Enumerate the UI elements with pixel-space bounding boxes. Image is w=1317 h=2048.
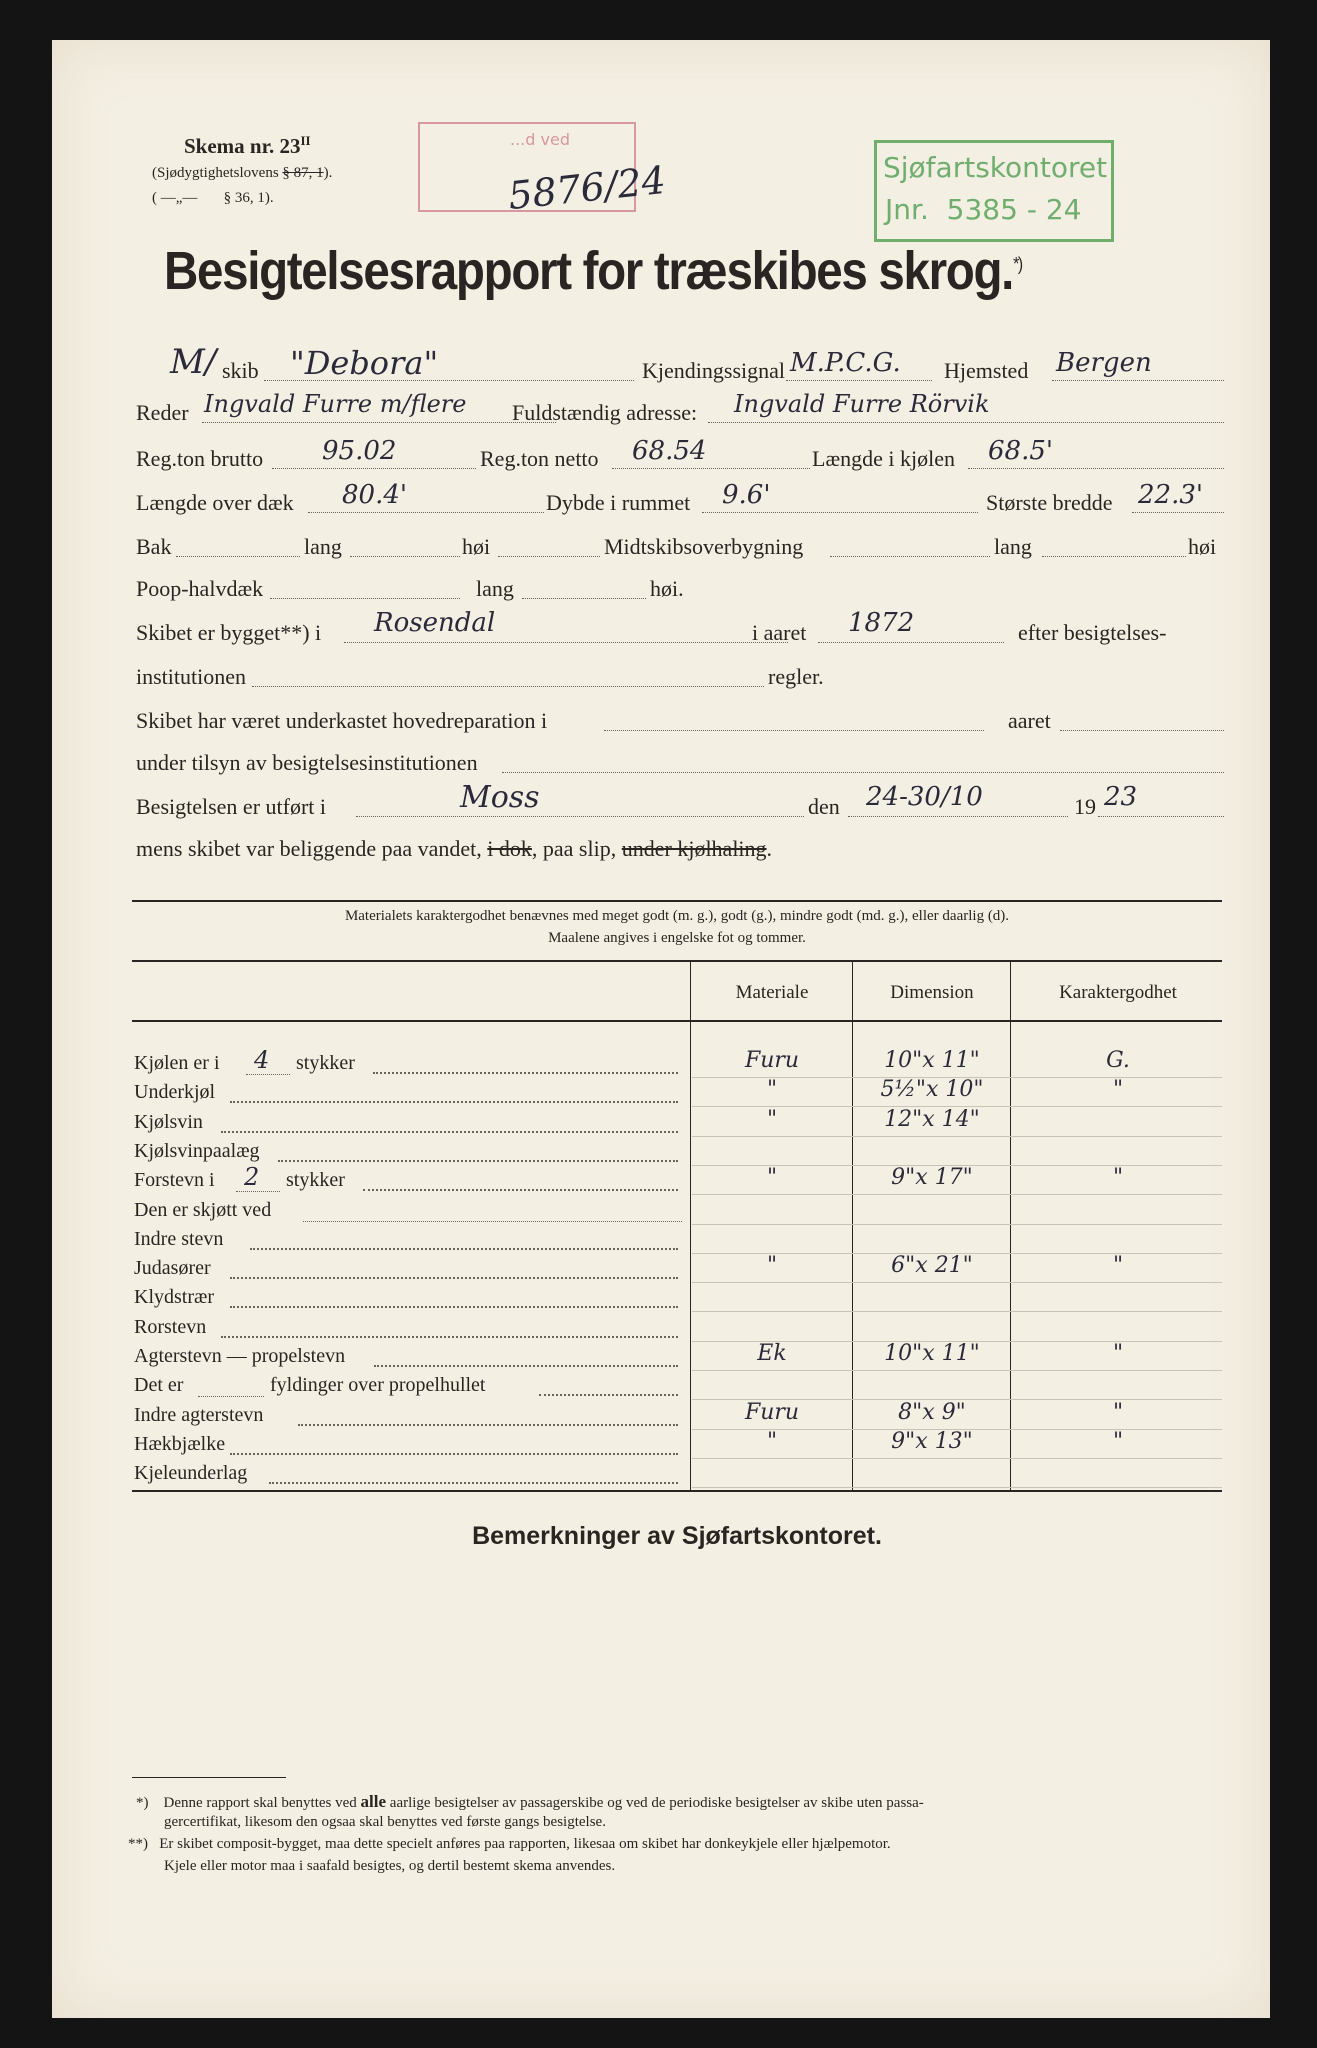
- built-line: [344, 642, 788, 643]
- bak-length-line: [176, 556, 300, 557]
- net-line: [612, 468, 810, 469]
- built-place: Rosendal: [374, 608, 496, 638]
- row-quality: ": [1112, 1253, 1124, 1278]
- bak-spacer-line: [498, 556, 600, 557]
- row-leader-dots: [250, 1248, 678, 1250]
- row-number-line: [236, 1191, 280, 1192]
- row-leader-dots: [374, 1365, 678, 1367]
- year-value: 1872: [848, 608, 915, 638]
- row-label: Klydstrær: [134, 1286, 214, 1308]
- gross-label: Reg.ton brutto: [136, 446, 264, 471]
- row-material: Ek: [757, 1341, 787, 1366]
- row-material: ": [766, 1107, 778, 1132]
- page-title: Besigtelsesrapport for træskibes skrog.*): [164, 241, 1022, 301]
- row-leader-dots: [363, 1189, 678, 1191]
- date-line: [848, 816, 1068, 817]
- row-label: Kjeleunderlag: [134, 1462, 248, 1484]
- inspected-place: Moss: [460, 780, 540, 815]
- column-header-rule: [132, 1020, 1222, 1022]
- row-label: Indre agterstevn: [134, 1404, 264, 1426]
- table-header-rule: [132, 960, 1222, 962]
- mid-label: Midtskibsoverbygning: [604, 534, 804, 559]
- year-prefix: 19: [1074, 794, 1096, 819]
- supervision-label: under tilsyn av besigtelsesinstitutionen: [136, 750, 478, 775]
- den-label: den: [808, 794, 840, 819]
- home-label: Hjemsted: [944, 358, 1029, 383]
- owner-value: Ingvald Furre m/flere: [204, 390, 467, 418]
- header-quality: Karaktergodhet: [1059, 982, 1177, 1003]
- lying-text: mens skibet var beliggende paa vandet, i dok, paa slip, under kjølhaling.: [136, 836, 773, 861]
- institution-label: institutionen: [136, 664, 246, 689]
- row-label: Agterstevn — propelstevn: [134, 1345, 346, 1367]
- row-leader-dots: [230, 1453, 678, 1455]
- row-label: Hækbjælke: [134, 1433, 226, 1455]
- year2-value: 23: [1104, 782, 1138, 812]
- home-line: [1052, 380, 1224, 381]
- gross-value: 95.02: [322, 436, 397, 466]
- row-label: Det er: [134, 1374, 184, 1396]
- row-leader-dots: [230, 1101, 678, 1103]
- row-leader-dots: [298, 1424, 678, 1426]
- home-value: Bergen: [1056, 348, 1152, 378]
- aaret-line: [1060, 730, 1224, 731]
- poop-hoi-label: høi.: [650, 576, 684, 601]
- owner-line: [202, 422, 556, 423]
- supervision-line: [502, 772, 1224, 773]
- row-label: Indre stevn: [134, 1228, 224, 1250]
- repair-label: Skibet har været underkastet hovedreparation i: [136, 708, 548, 733]
- row-material: ": [766, 1165, 778, 1190]
- row-cell-rule: [692, 1370, 1222, 1371]
- footnote-rule: [132, 1777, 286, 1778]
- keel-length-value: 68.5': [988, 436, 1054, 466]
- year2-line: [1098, 816, 1224, 817]
- mid-lang-label: lang: [994, 534, 1032, 559]
- row-suffix: stykker: [286, 1169, 345, 1191]
- deck-length-line: [308, 512, 544, 513]
- row-quality: ": [1112, 1429, 1124, 1454]
- date-value: 24-30/10: [866, 782, 983, 812]
- footnote-1-line-2: gercertifikat, likesom den ogsaa skal benyttes ved første gangs besigtelse.: [164, 1814, 606, 1830]
- keel-length-line: [968, 468, 1224, 469]
- ship-name: "Debora": [290, 344, 439, 382]
- row-cell-rule: [692, 1311, 1222, 1312]
- keel-length-label: Længde i kjølen: [812, 446, 955, 471]
- document-page: [52, 40, 1270, 2018]
- row-material: Furu: [744, 1400, 800, 1425]
- inspected-label: Besigtelsen er utført i: [136, 794, 327, 819]
- address-label: Fuldstændig adresse:: [512, 400, 698, 425]
- row-cell-rule: [692, 1458, 1222, 1459]
- deck-length-label: Længde over dæk: [136, 490, 294, 515]
- row-material: ": [766, 1077, 778, 1102]
- repair-line: [604, 730, 984, 731]
- signal-value: M.P.C.G.: [790, 348, 901, 378]
- breadth-value: 22.3': [1138, 480, 1204, 510]
- row-label: Kjølsvinpaalæg: [134, 1140, 260, 1162]
- mid-hoi-label: høi: [1188, 534, 1217, 559]
- built-label: Skibet er bygget**) i: [136, 620, 322, 645]
- row-quality: ": [1112, 1341, 1124, 1366]
- depth-label: Dybde i rummet: [546, 490, 691, 515]
- poop-label: Poop-halvdæk: [136, 576, 264, 601]
- row-dimension: 10"x 11": [884, 1341, 980, 1366]
- address-line: [708, 422, 1224, 423]
- depth-line: [702, 512, 978, 513]
- row-leader-dots: [373, 1072, 678, 1074]
- owner-label: Reder: [136, 400, 189, 425]
- row-label: Rorstevn: [134, 1316, 207, 1338]
- table-top-rule: [132, 900, 1222, 902]
- header-dimension: Dimension: [890, 982, 974, 1003]
- row-material: Furu: [744, 1048, 800, 1073]
- row-label: Judasører: [134, 1257, 211, 1279]
- table-note-1: Materialets karaktergodhet benævnes med meget godt (m. g.), godt (g.), mindre godt (md. g.), eller daarlig (d).: [344, 908, 1010, 924]
- row-label: Forstevn i: [134, 1169, 215, 1191]
- net-value: 68.54: [632, 436, 707, 466]
- row-quality: G.: [1106, 1048, 1130, 1073]
- row-leader-dots: [269, 1482, 678, 1484]
- inspected-line: [356, 816, 804, 817]
- row-label: Kjølsvin: [134, 1111, 203, 1133]
- address-value: Ingvald Furre Rörvik: [734, 390, 990, 418]
- bak-label: Bak: [136, 534, 172, 559]
- journal-number-handwritten: 5876/24: [506, 157, 668, 219]
- row-suffix: stykker: [296, 1052, 355, 1074]
- poop-lang-label: lang: [476, 576, 514, 601]
- bak-lang-label: lang: [304, 534, 342, 559]
- row-label: Underkjøl: [134, 1081, 216, 1103]
- institution-line: [252, 686, 764, 687]
- signal-line: [786, 380, 932, 381]
- row-leader-dots: [230, 1277, 678, 1279]
- remarks-heading: Bemerkninger av Sjøfartskontoret.: [472, 1522, 882, 1550]
- header-material: Materiale: [735, 982, 809, 1003]
- row-quality: ": [1112, 1400, 1124, 1425]
- row-cell-rule: [692, 1282, 1222, 1283]
- footnote-2-line-1: **) Er skibet composit-bygget, maa dette specielt anføres paa rapporten, likesaa om skibet har donkeykjele eller hjælpemotor.: [128, 1836, 891, 1852]
- bak-hoi-label: høi: [462, 534, 491, 559]
- ship-label: skib: [222, 358, 259, 383]
- year-label: i aaret: [752, 620, 807, 645]
- row-label: Kjølen er i: [134, 1052, 220, 1074]
- red-stamp: ...d ved: [418, 122, 636, 212]
- deck-length-value: 80.4': [342, 480, 408, 510]
- row-material: ": [766, 1429, 778, 1454]
- net-label: Reg.ton netto: [480, 446, 599, 471]
- row-number: 2: [244, 1163, 260, 1191]
- breadth-line: [1132, 512, 1224, 513]
- row-cell-rule: [692, 1136, 1222, 1137]
- row-dimension: 10"x 11": [884, 1048, 980, 1073]
- aaret-label: aaret: [1008, 708, 1051, 733]
- row-leader-dots: [221, 1336, 678, 1338]
- mid-length-line: [830, 556, 990, 557]
- row-quality: ": [1112, 1165, 1124, 1190]
- row-leader-dots: [230, 1306, 678, 1308]
- row-cell-rule: [692, 1224, 1222, 1225]
- after-label: efter besigtelses-: [1018, 620, 1167, 645]
- mid-height-line: [1042, 556, 1186, 557]
- signal-label: Kjendingssignal: [642, 358, 785, 383]
- row-leader-dots: [539, 1394, 678, 1396]
- row-material: ": [766, 1253, 778, 1278]
- office-stamp: Sjøfartskontoret Jnr. 5385 - 24: [874, 140, 1114, 242]
- poop-height-line: [522, 598, 646, 599]
- poop-length-line: [270, 598, 460, 599]
- law-reference-2: ( —„— § 36, 1).: [152, 190, 274, 206]
- row-label: Den er skjøtt ved: [134, 1199, 272, 1221]
- gross-line: [272, 468, 476, 469]
- row-fill-line: [303, 1221, 682, 1222]
- breadth-label: Største bredde: [986, 490, 1113, 515]
- year-line: [818, 642, 1004, 643]
- bak-height-line: [350, 556, 460, 557]
- table-bottom-rule: [132, 1490, 1222, 1492]
- row-leader-dots: [221, 1131, 678, 1133]
- table-note-2: Maalene angives i engelske fot og tommer.: [548, 930, 806, 946]
- row-suffix: fyldinger over propelhullet: [270, 1374, 486, 1396]
- row-leader-dots: [278, 1160, 678, 1162]
- footnote-2-line-2: Kjele eller motor maa i saafald besigtes, og dertil bestemt skema anvendes.: [164, 1858, 616, 1874]
- row-dimension: 9"x 13": [891, 1429, 973, 1454]
- row-dimension: 5½"x 10": [880, 1077, 984, 1102]
- rules-label: regler.: [768, 664, 824, 689]
- row-cell-rule: [692, 1487, 1222, 1488]
- depth-value: 9.6': [722, 480, 771, 510]
- row-quality: ": [1112, 1077, 1124, 1102]
- row-cell-rule: [692, 1194, 1222, 1195]
- schema-number: Skema nr. $23^{II}$: [184, 133, 311, 158]
- footnote-1-line-1: *) Denne rapport skal benyttes ved alle aarlige besigtelser av passagerskibe og ved de periodiske besigtelser av skibe uten passa-: [136, 1792, 924, 1811]
- row-number: 4: [254, 1046, 270, 1074]
- row-dimension: 12"x 14": [884, 1107, 980, 1132]
- row-number-line: [246, 1074, 290, 1075]
- row-number-line: [198, 1396, 264, 1397]
- row-dimension: 9"x 17": [891, 1165, 973, 1190]
- law-reference: (Sjødygtighetslovens § 87, 1).: [152, 165, 333, 181]
- row-dimension: 8"x 9": [898, 1400, 966, 1425]
- ship-type: M/: [170, 342, 217, 382]
- row-dimension: 6"x 21": [891, 1253, 973, 1278]
